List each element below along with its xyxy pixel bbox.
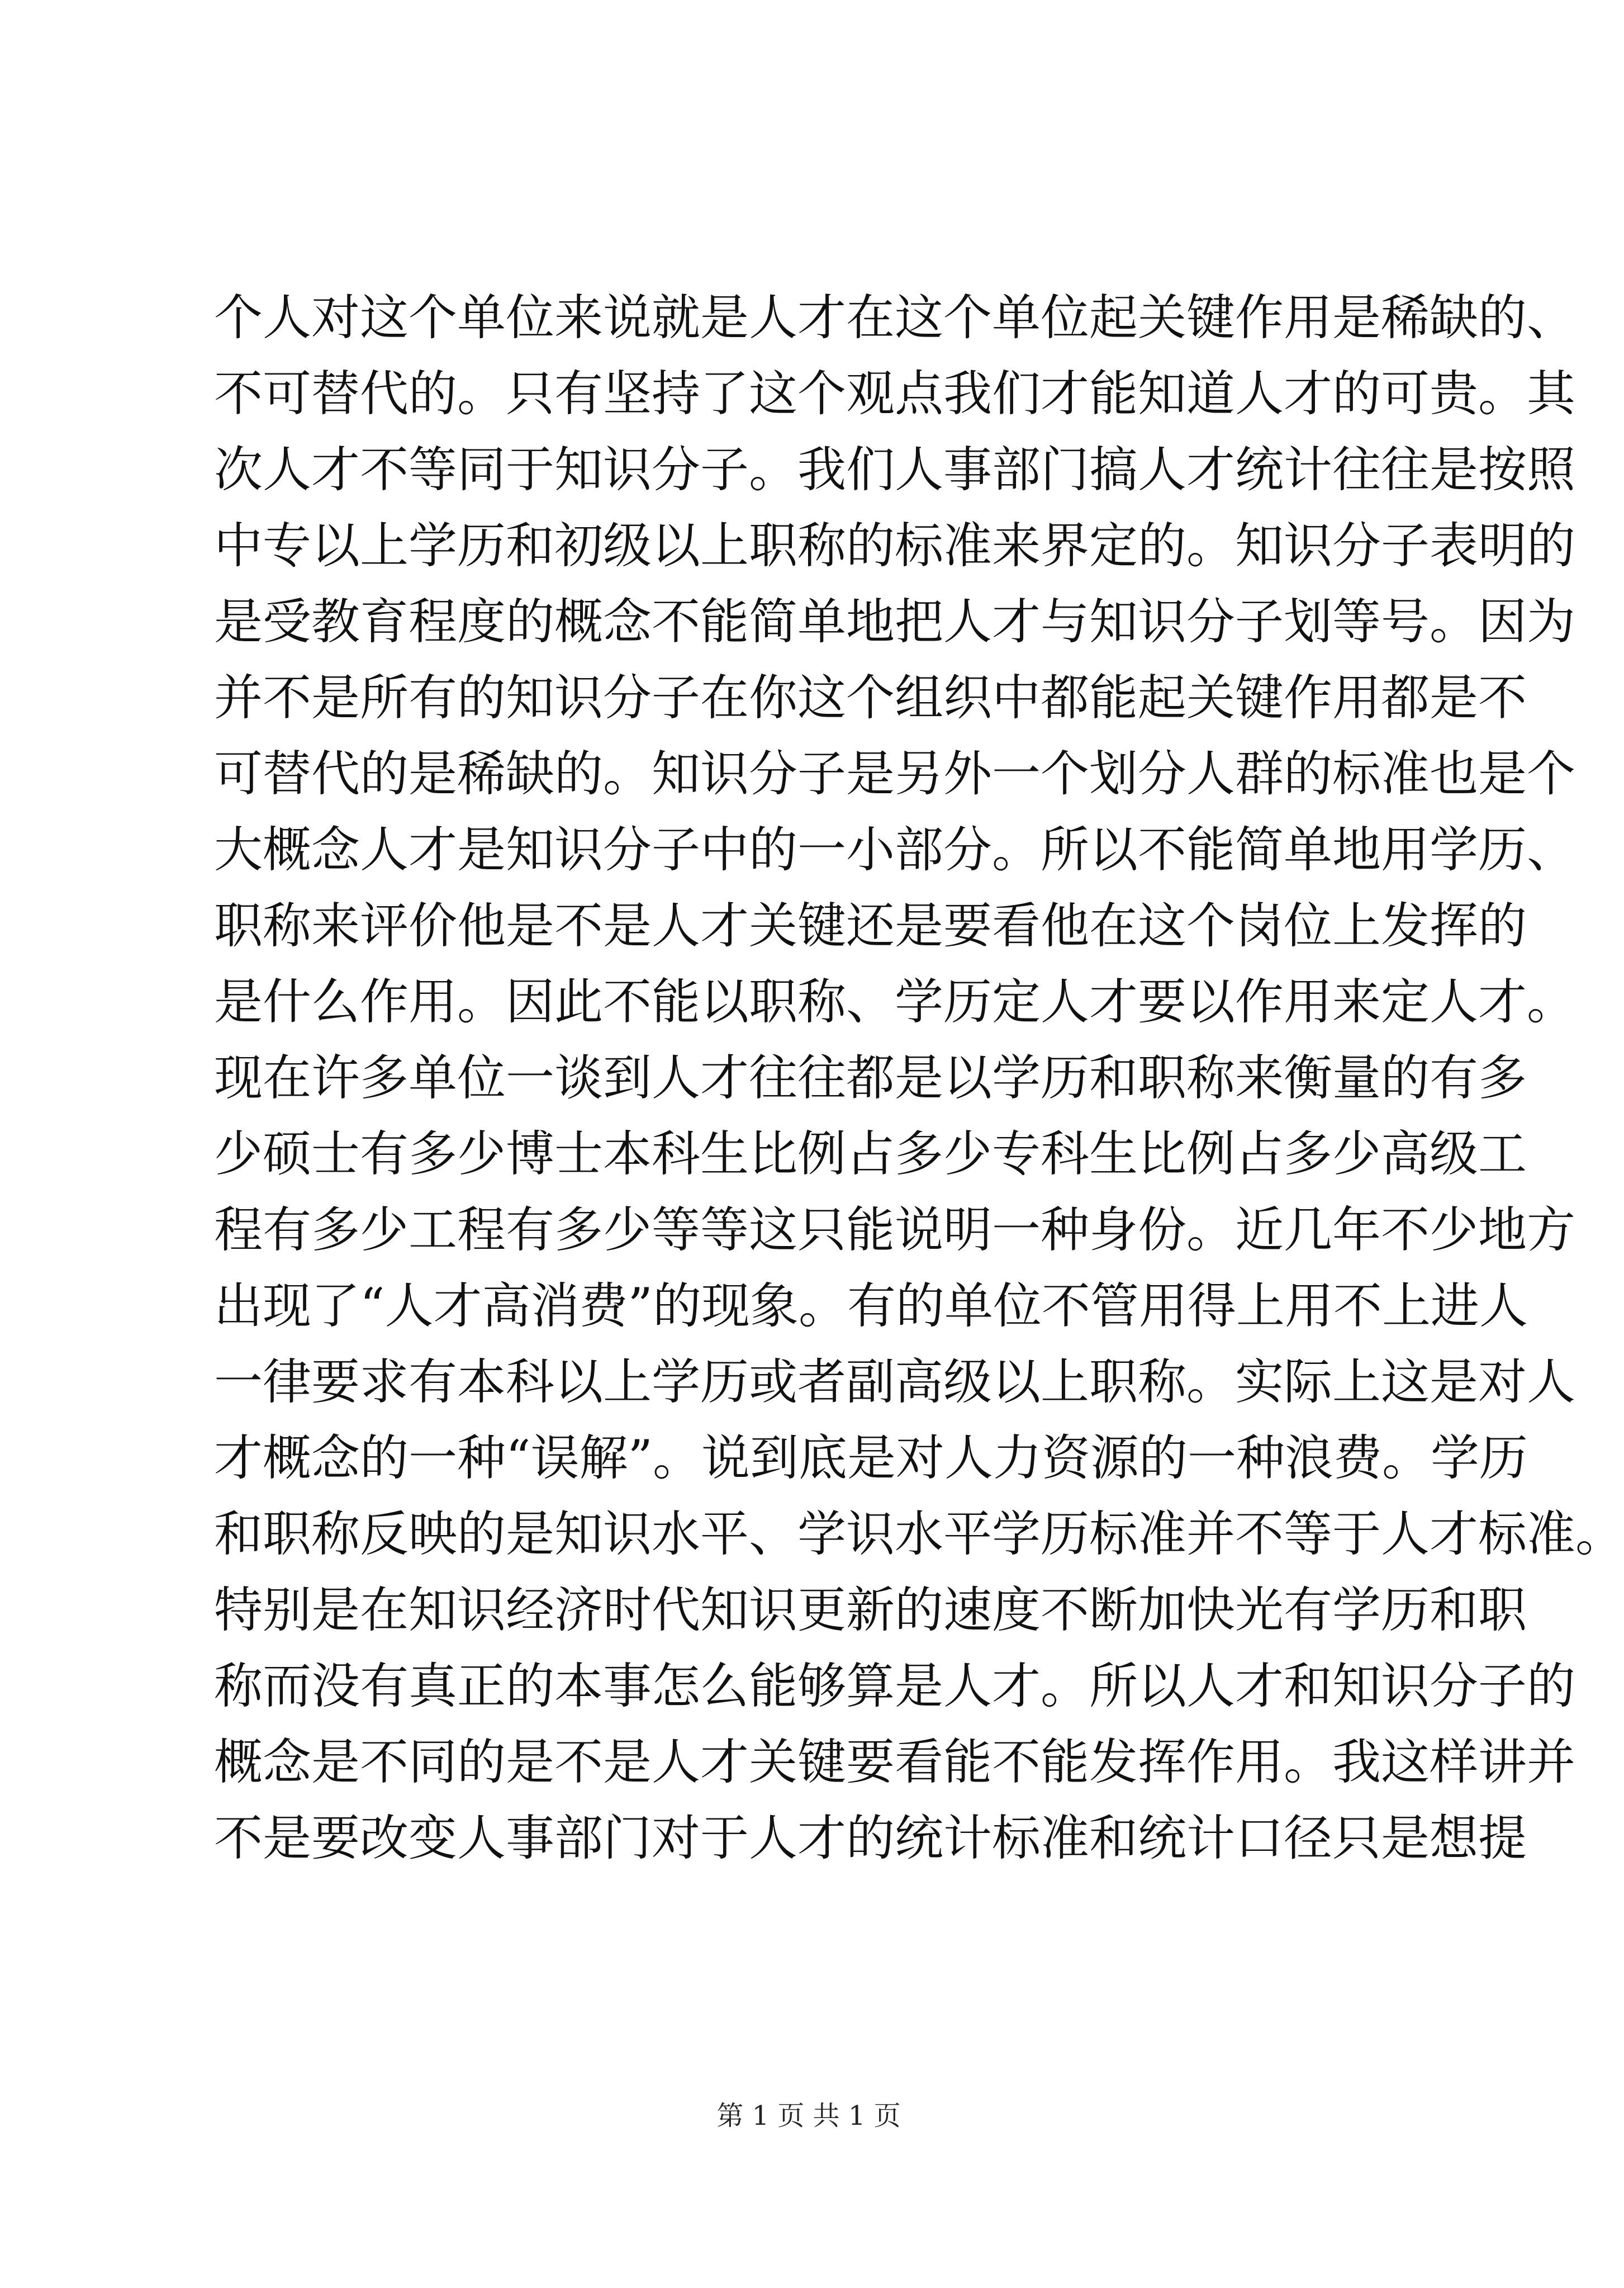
page-footer — [0, 2099, 1617, 2133]
text-line: 并不是所有的知识分子在你这个组织中都能起关键作用都是不 — [214, 669, 1527, 726]
text-line: 次人才不等同于知识分子。我们人事部门搞人才统计往往是按照 — [214, 441, 1575, 498]
text-line: 不是要改变人事部门对于人才的统计标准和统计口径只是想提 — [214, 1809, 1527, 1867]
text-line: 大概念人才是知识分子中的一小部分。所以不能简单地用学历、 — [214, 821, 1575, 878]
text-line: 中专以上学历和初级以上职称的标准来界定的。知识分子表明的 — [214, 517, 1575, 574]
text-line: 可替代的是稀缺的。知识分子是另外一个划分人群的标准也是个 — [214, 745, 1575, 802]
text-line: 职称来评价他是不是人才关键还是要看他在这个岗位上发挥的 — [214, 897, 1527, 954]
text-line: 个人对这个单位来说就是人才在这个单位起关键作用是稀缺的、 — [214, 289, 1575, 346]
text-line: 才概念的一种“误解”。说到底是对人力资源的一种浪费。学历 — [214, 1429, 1528, 1486]
text-line: 是什么作用。因此不能以职称、学历定人才要以作用来定人才。 — [214, 973, 1575, 1030]
text-line: 概念是不同的是不是人才关键要看能不能发挥作用。我这样讲并 — [214, 1733, 1575, 1790]
text-line: 程有多少工程有多少等等这只能说明一种身份。近几年不少地方 — [214, 1201, 1575, 1258]
text-line: 称而没有真正的本事怎么能够算是人才。所以人才和知识分子的 — [214, 1657, 1575, 1714]
text-line: 出现了“人才高消费”的现象。有的单位不管用得上用不上进人 — [214, 1277, 1528, 1334]
text-line: 特别是在知识经济时代知识更新的速度不断加快光有学历和职 — [214, 1581, 1527, 1638]
body-text — [214, 280, 1624, 1876]
page-number-label: 第 1 页 共 1 页 — [716, 2100, 901, 2131]
text-line: 是受教育程度的概念不能简单地把人才与知识分子划等号。因为 — [214, 593, 1575, 650]
text-line: 一律要求有本科以上学历或者副高级以上职称。实际上这是对人 — [214, 1353, 1575, 1410]
text-line: 少硕士有多少博士本科生比例占多少专科生比例占多少高级工 — [214, 1125, 1527, 1182]
text-line: 不可替代的。只有坚持了这个观点我们才能知道人才的可贵。其 — [214, 365, 1575, 422]
text-line: 和职称反映的是知识水平、学识水平学历标准并不等于人才标准。 — [214, 1505, 1624, 1562]
text-line: 现在许多单位一谈到人才往往都是以学历和职称来衡量的有多 — [214, 1049, 1527, 1106]
